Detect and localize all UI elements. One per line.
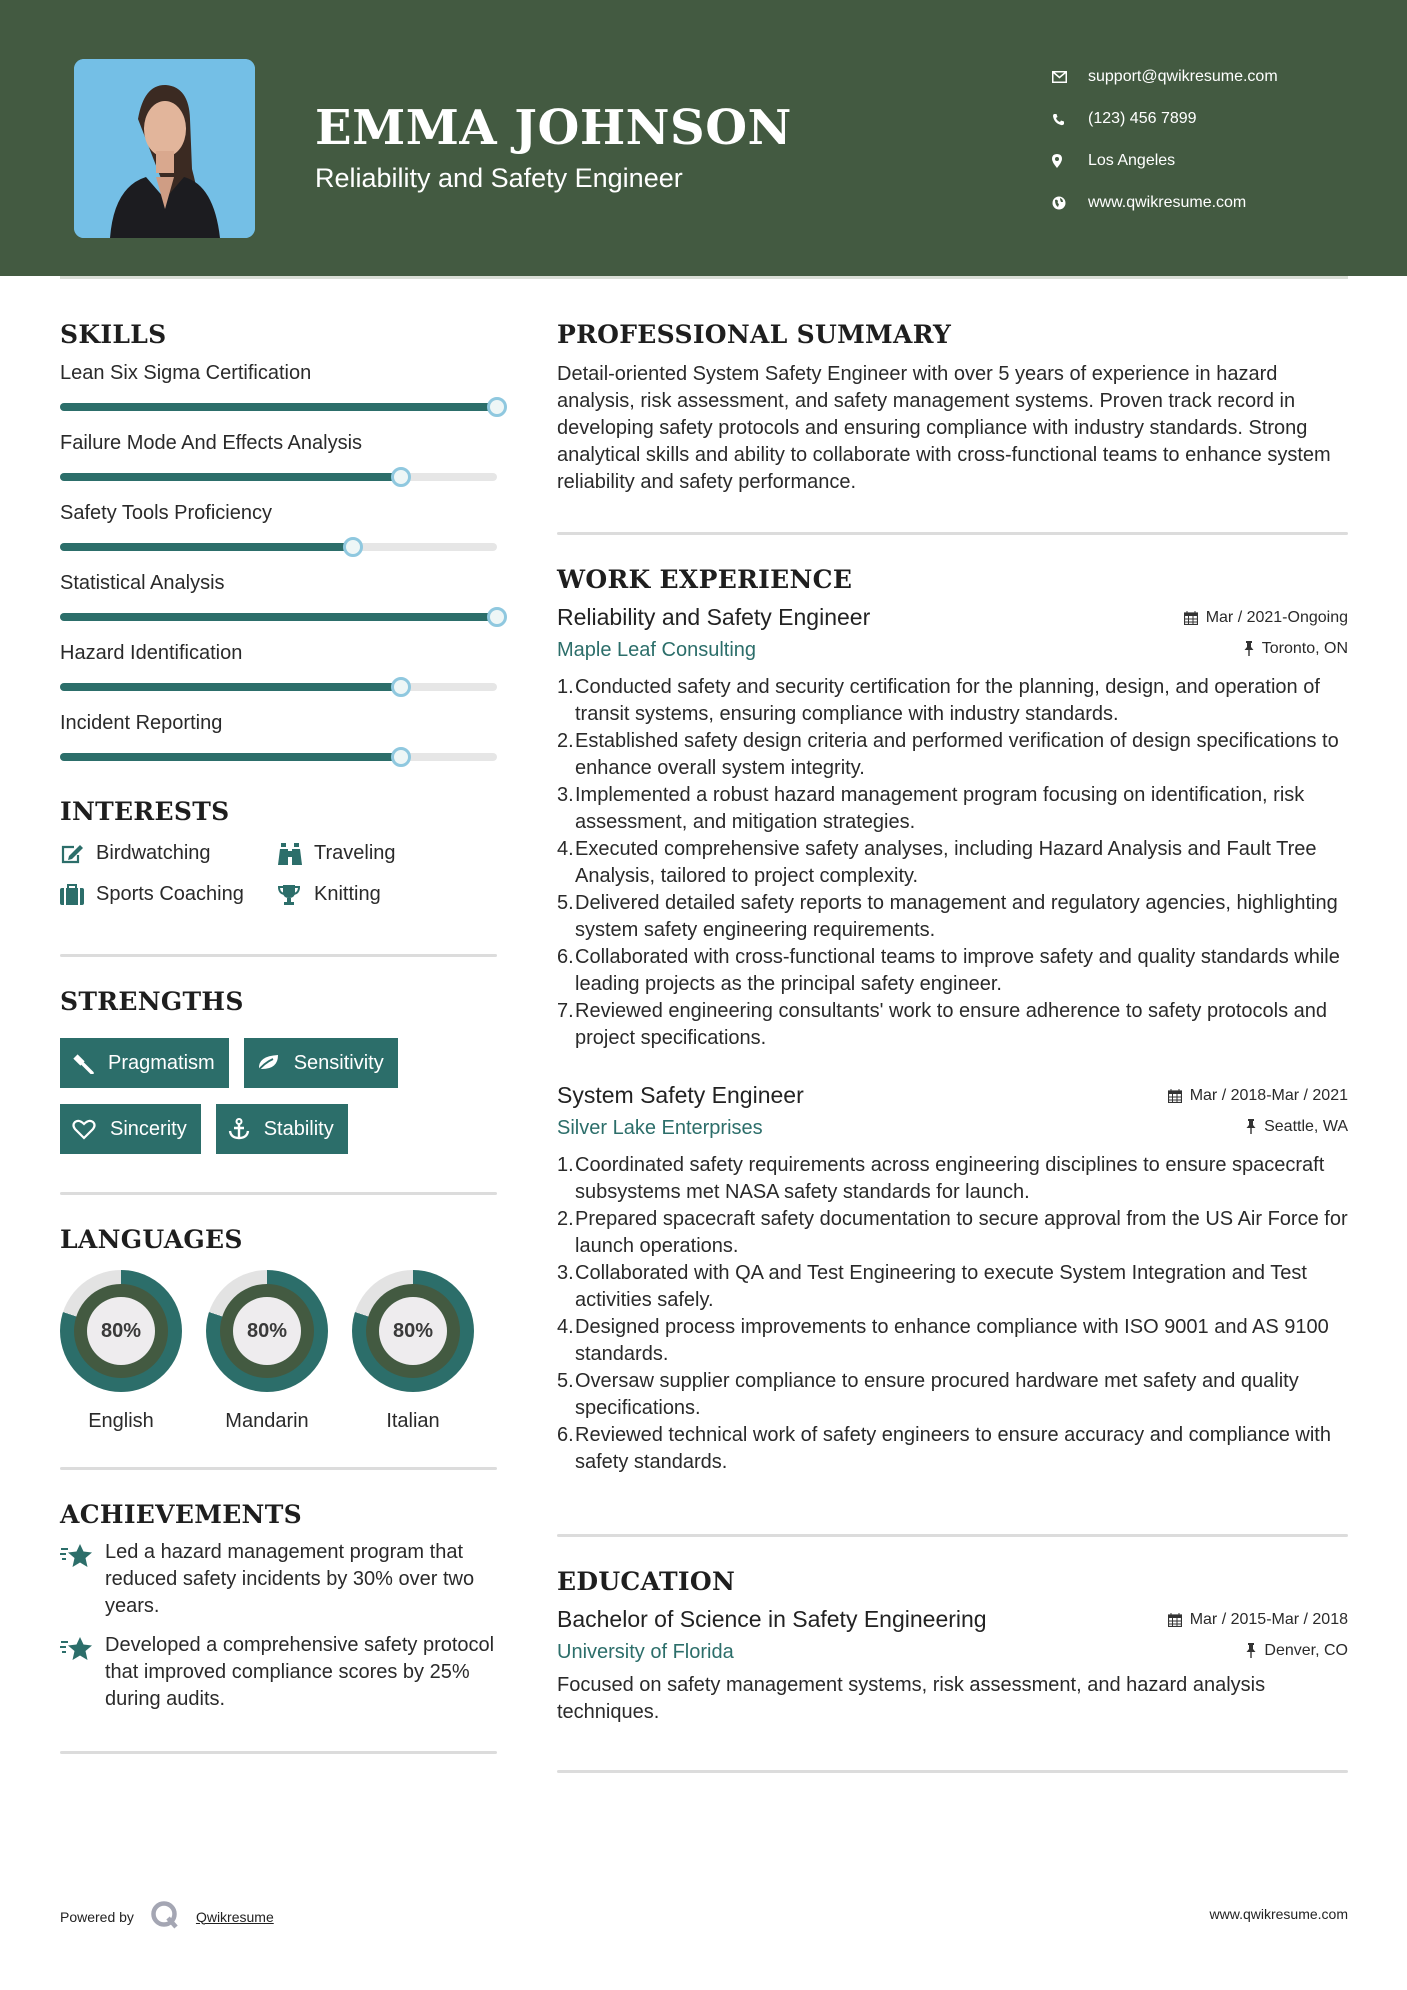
language-percent: 80% — [379, 1297, 447, 1365]
language-percent: 80% — [87, 1297, 155, 1365]
portrait-image — [74, 59, 255, 238]
languages-heading: LANGUAGES — [60, 1225, 243, 1254]
briefcase-icon — [60, 884, 96, 905]
experience-heading: WORK EXPERIENCE — [557, 565, 853, 594]
skill-bar — [60, 473, 497, 481]
header-divider — [60, 276, 1348, 279]
skill-label: Statistical Analysis — [60, 572, 225, 594]
language-donut — [60, 1270, 182, 1392]
gavel-icon — [72, 1052, 94, 1074]
strength-label: Stability — [263, 1117, 334, 1140]
bullet-item: 2. Prepared spacecraft safety documentation to secure approval from the US Air Force for launch operations. — [557, 1208, 1348, 1257]
contact-website[interactable] — [1050, 182, 1278, 224]
calendar-icon — [1184, 611, 1198, 625]
languages-list — [60, 1270, 497, 1433]
bullet-item: 5. Delivered detailed safety reports to management and regulatory agencies, highlighting system safety engineering requirements. — [557, 892, 1338, 941]
skill-label: Hazard Identification — [60, 642, 243, 664]
interest-label: Sports Coaching — [96, 883, 244, 905]
star-icon — [60, 1632, 105, 1713]
education-location: Denver, CO — [1246, 1642, 1348, 1660]
strength-chip — [60, 1038, 229, 1088]
star-icon — [60, 1539, 105, 1620]
contact-website-text: www.qwikresume.com — [1088, 194, 1247, 211]
bullet-item: 7. Reviewed engineering consultants' work to ensure adherence to safety protocols and project specifications. — [557, 1000, 1328, 1049]
bullet-item: 5. Oversaw supplier compliance to ensure procured hardware met safety and quality specifications. — [557, 1370, 1299, 1419]
languages-section — [60, 1225, 497, 1470]
achievement-item — [60, 1539, 497, 1620]
bullet-item: 4. Executed comprehensive safety analyses, including Hazard Analysis and Fault Tree Analysis, tailored to project complexity. — [557, 838, 1317, 887]
language-percent: 80% — [233, 1297, 301, 1365]
skill-item — [60, 569, 497, 621]
language-item — [352, 1270, 474, 1433]
footer-powered-by — [60, 1900, 274, 1933]
interests-list — [60, 842, 497, 906]
skill-knob — [343, 537, 363, 557]
trophy-icon — [278, 884, 314, 906]
skill-bar — [60, 543, 497, 551]
anchor-icon — [228, 1118, 250, 1140]
pushpin-icon — [1244, 641, 1254, 656]
pushpin-icon — [1246, 1643, 1256, 1658]
interest-item — [60, 883, 278, 906]
achievements-section — [60, 1500, 497, 1754]
profile-photo — [74, 59, 255, 238]
interest-item — [60, 842, 278, 865]
globe-icon — [1050, 196, 1088, 210]
language-item — [206, 1270, 328, 1433]
section-divider — [557, 1770, 1348, 1773]
bullet-item: 6. Collaborated with cross-functional teams to improve safety and quality standards while leading projects as the principal safety engineer. — [557, 946, 1340, 995]
skill-item — [60, 709, 497, 761]
interest-label: Knitting — [314, 883, 381, 905]
skill-item — [60, 639, 497, 691]
left-column — [60, 320, 497, 1754]
school-name: University of Florida — [557, 1641, 734, 1663]
skills-heading: SKILLS — [60, 320, 167, 349]
skill-knob — [391, 467, 411, 487]
contact-phone-text: (123) 456 7899 — [1088, 110, 1197, 127]
skill-item — [60, 359, 497, 411]
contact-phone[interactable] — [1050, 98, 1278, 140]
job-dates: Mar / 2018-Mar / 2021 — [1168, 1087, 1348, 1105]
summary-section — [557, 320, 1348, 535]
company-name: Silver Lake Enterprises — [557, 1117, 763, 1139]
skill-label: Failure Mode And Effects Analysis — [60, 432, 363, 454]
degree-title: Bachelor of Science in Safety Engineering — [557, 1606, 987, 1632]
interest-label: Birdwatching — [96, 842, 211, 864]
qwikresume-logo-icon — [150, 1900, 180, 1933]
bullet-item: 6. Reviewed technical work of safety engineers to ensure accuracy and compliance with safety standards. — [557, 1424, 1331, 1473]
contact-location — [1050, 140, 1278, 182]
phone-icon — [1050, 113, 1088, 126]
achievement-text: Developed a comprehensive safety protocol that improved compliance scores by 25% during audits. — [105, 1634, 495, 1710]
section-divider — [60, 1192, 497, 1195]
resume-header — [0, 0, 1407, 276]
envelope-icon — [1050, 71, 1088, 83]
skill-bar — [60, 753, 497, 761]
skill-label: Safety Tools Proficiency — [60, 502, 272, 524]
section-divider — [557, 532, 1348, 535]
interests-section — [60, 797, 497, 957]
strength-label: Sensitivity — [293, 1051, 384, 1074]
calendar-icon — [1168, 1613, 1182, 1627]
strength-chip — [216, 1104, 348, 1154]
footer-website[interactable]: www.qwikresume.com — [1209, 1906, 1348, 1922]
skill-bar — [60, 403, 497, 411]
education-description: Focused on safety management systems, risk assessment, and hazard analysis techniques. — [557, 1674, 1266, 1723]
candidate-title: Reliability and Safety Engineer — [315, 163, 683, 193]
language-donut — [206, 1270, 328, 1392]
experience-section — [557, 565, 1348, 1537]
skill-label: Lean Six Sigma Certification — [60, 362, 312, 384]
strength-label: Sincerity — [110, 1117, 187, 1140]
job-title: Reliability and Safety Engineer — [557, 604, 871, 630]
job-location: Toronto, ON — [1244, 640, 1348, 658]
strengths-section — [60, 987, 497, 1195]
achievements-heading: ACHIEVEMENTS — [60, 1500, 302, 1529]
bullet-item: 4. Designed process improvements to enhance compliance with ISO 9001 and AS 9100 standards. — [557, 1316, 1329, 1365]
section-divider — [557, 1534, 1348, 1537]
calendar-icon — [1168, 1089, 1182, 1103]
summary-heading: PROFESSIONAL SUMMARY — [557, 320, 952, 349]
strength-chip — [60, 1104, 201, 1154]
candidate-name: EMMA JOHNSON — [315, 100, 792, 156]
interest-item — [278, 883, 478, 906]
heart-icon — [72, 1119, 96, 1140]
language-name: Mandarin — [225, 1410, 309, 1432]
binoculars-icon — [278, 843, 314, 865]
interest-label: Traveling — [314, 842, 396, 864]
job-entry — [557, 1082, 1348, 1476]
map-marker-icon — [1050, 154, 1088, 168]
interests-heading: INTERESTS — [60, 797, 230, 826]
section-divider — [60, 1751, 497, 1754]
language-donut — [352, 1270, 474, 1392]
bullet-item: 1. Conducted safety and security certification for the planning, design, and operation of transit systems, ensuring compliance with industry standards. — [557, 676, 1320, 725]
interest-item — [278, 842, 478, 865]
bullet-item: 1. Coordinated safety requirements across engineering disciplines to ensure spacecraft subsystems met NASA safety standards for launch. — [557, 1154, 1325, 1203]
contact-email-text: support@qwikresume.com — [1088, 68, 1278, 85]
skill-item — [60, 429, 497, 481]
leaf-icon — [256, 1053, 280, 1073]
language-name: English — [88, 1410, 154, 1432]
job-entry — [557, 604, 1348, 1052]
skill-bar — [60, 613, 497, 621]
education-heading: EDUCATION — [557, 1567, 736, 1596]
job-dates: Mar / 2021-Ongoing — [1184, 609, 1348, 627]
contact-list — [1050, 56, 1278, 224]
bullet-item: 2. Established safety design criteria and performed verification of design specifications to enhance overall system integrity. — [557, 730, 1339, 779]
achievement-item — [60, 1632, 497, 1713]
language-item — [60, 1270, 182, 1433]
job-title: System Safety Engineer — [557, 1082, 804, 1108]
bullet-item: 3. Implemented a robust hazard management program focusing on identification, risk assessment, and mitigation strategies. — [557, 784, 1305, 833]
section-divider — [60, 954, 497, 957]
achievement-text: Led a hazard management program that reduced safety incidents by 30% over two years. — [105, 1541, 475, 1617]
right-column — [557, 320, 1348, 1773]
skill-knob — [391, 747, 411, 767]
language-name: Italian — [386, 1410, 440, 1432]
skill-knob — [487, 397, 507, 417]
pushpin-icon — [1246, 1119, 1256, 1134]
skill-bar — [60, 683, 497, 691]
skills-section — [60, 320, 497, 761]
powered-by-text: Powered by — [60, 1908, 134, 1925]
qwikresume-link[interactable]: Qwikresume — [195, 1908, 274, 1925]
contact-email[interactable] — [1050, 56, 1278, 98]
skill-knob — [487, 607, 507, 627]
skill-label: Incident Reporting — [60, 712, 223, 734]
summary-text: Detail-oriented System Safety Engineer with over 5 years of experience in hazard analysis, risk assessment, and safety management systems. Proven track record in developing safety protocols and ensuring compliance with industry standards. Strong analytical skills and ability to collaborate with cross-functional teams to enhance system reliability and safety performance. — [557, 363, 1331, 493]
strengths-heading: STRENGTHS — [60, 987, 244, 1016]
bullet-item: 3. Collaborated with QA and Test Engineering to execute System Integration and Test activities safely. — [557, 1262, 1307, 1311]
job-bullets — [557, 1152, 1348, 1476]
education-section — [557, 1567, 1348, 1773]
strengths-list — [60, 1038, 497, 1154]
strength-chip — [244, 1038, 398, 1088]
job-location: Seattle, WA — [1246, 1118, 1348, 1136]
achievements-list — [60, 1539, 497, 1713]
edit-icon — [60, 844, 96, 864]
skill-item — [60, 499, 497, 551]
education-dates: Mar / 2015-Mar / 2018 — [1168, 1611, 1348, 1629]
contact-location-text: Los Angeles — [1088, 152, 1176, 169]
job-bullets — [557, 674, 1348, 1052]
section-divider — [60, 1467, 497, 1470]
strength-label: Pragmatism — [108, 1051, 215, 1074]
company-name: Maple Leaf Consulting — [557, 639, 757, 661]
skill-knob — [391, 677, 411, 697]
skills-list — [60, 359, 497, 761]
